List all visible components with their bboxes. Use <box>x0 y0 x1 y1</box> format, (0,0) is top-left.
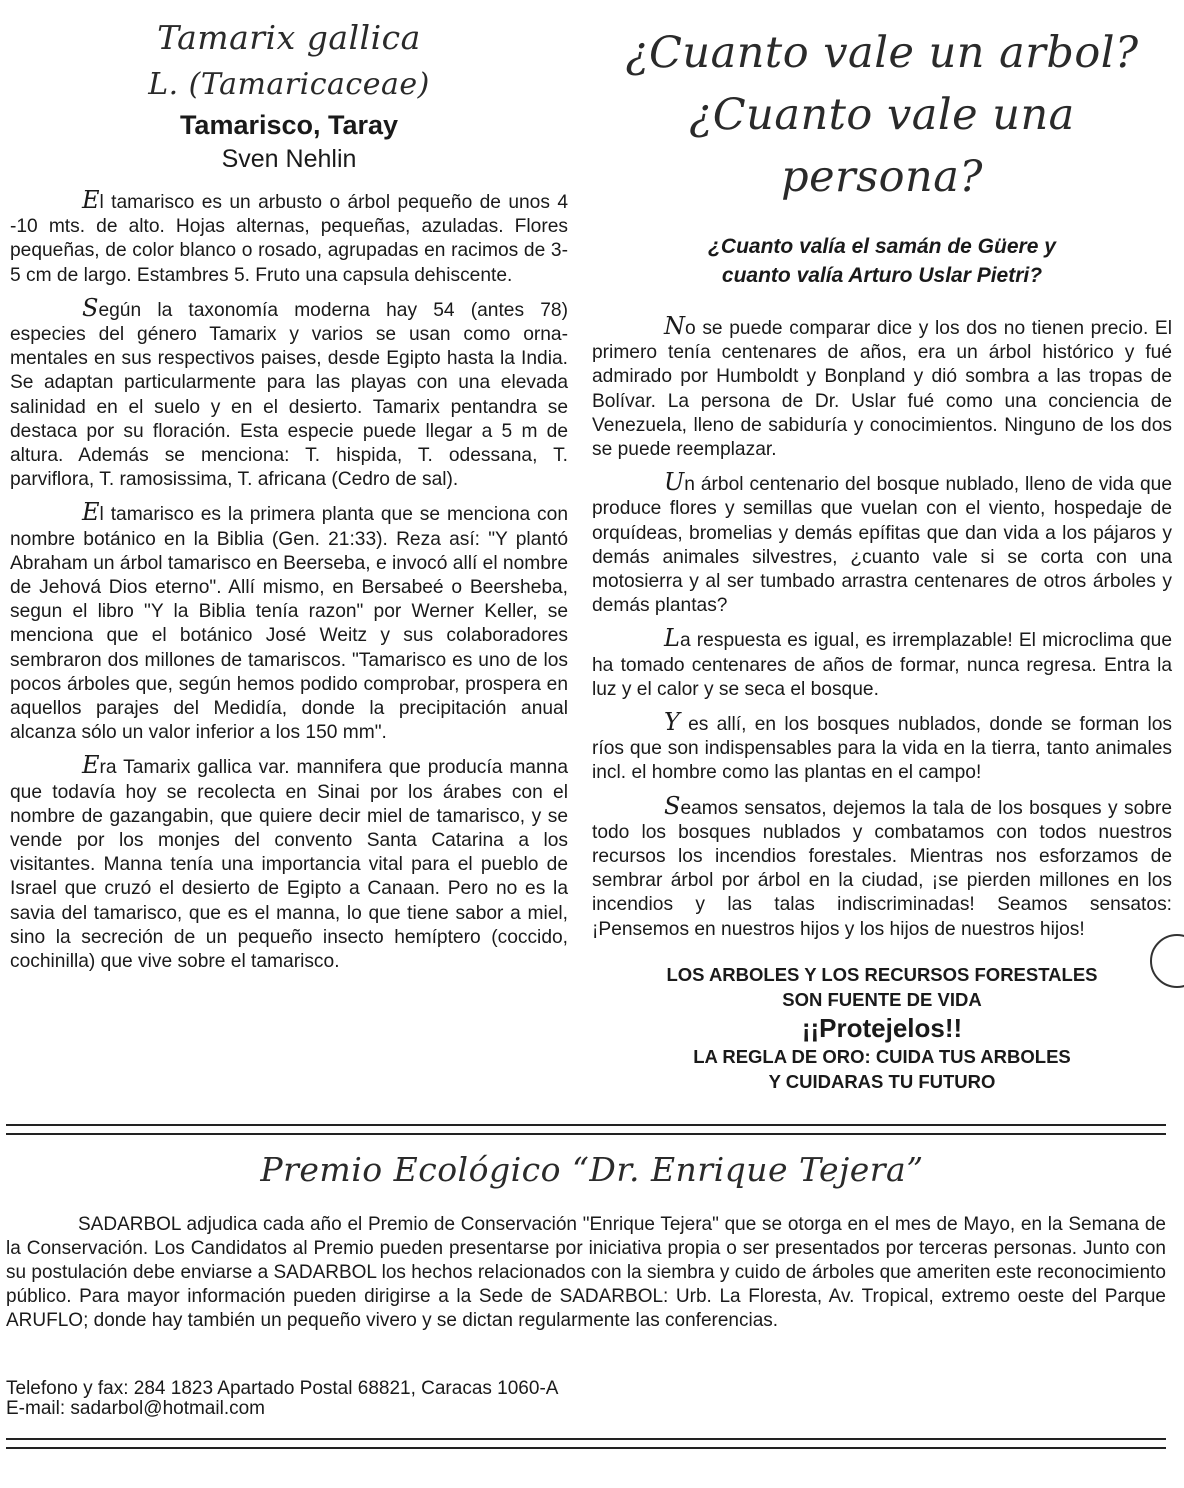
paragraph: No se puede comparar dice y los dos no tienen precio. El primero tenía centenares de años, era un árbol histórico y fué admirado por Humboldt y Bonpland y dió sombra a las tropas de Bolívar. La persona de Dr. Uslar fué como una conciencia de Venezuela, lleno de sabiduría y conocimientos. Ninguno de los dos se puede reemplazar. <box>592 312 1172 461</box>
paragraph: El tamarisco es la primera planta que se menciona con nombre botánico en la Biblia (Gen. 21:33). Reza así: "Y plantó Abraham un árbol tamarisco en Beerseba, e invocó allí el nombre de Jehová Dios eterno". Allí mismo, en Bersabeé o Beersheba, segun el libro "Y la Biblia tenía razon" por Werner Keller, se menciona que el botánico José Weitz y sus colaboradores sembraron dos millones de tamariscos. "Tamarisco es uno de los pocos árboles que, según hemos podido comprobar, prospera en aquellos parajes del Medidía, donde la precipitación anual alcanza sólo un valor inferior a los 150 mm". <box>10 498 568 744</box>
family-name: L. (Tamaricaceae) <box>148 67 430 102</box>
paragraph: Era Tamarix gallica var. mannifera que producía manna que todavía hoy se recolecta en Sinai por los árabes con el nombre de gazangabin, que quiere decir miel de tamarisco, y se vende por los monjes del convento Santa Catarina a los visitantes. Manna tenía una importancia vital para el pueblo de Israel que cruzó el desierto de Egipto a Canaan. Pero no es la savia del tamarisco, que es el manna, lo que tiene sabor a miel, sino la secreción de un pequeño insecto hemíptero (coccido, cochinilla) que vive sobre el tamarisco. <box>10 751 568 973</box>
paragraph: La respuesta es igual, es irremplazable! El microclima que ha tomado centenares de años de formar, nunca regresa. Entra la luz y el calor y se seca el bosque. <box>592 624 1172 700</box>
common-name: Tamarisco, Taray <box>179 110 399 140</box>
contact-email: E-mail: sadarbol@hotmail.com <box>6 1398 265 1419</box>
right-column <box>592 0 1172 1094</box>
motto-block: LOS ARBOLES Y LOS RECURSOS FORESTALES SON FUENTE DE VIDA ¡¡Protejelos!! LA REGLA DE ORO: CUIDA TUS ARBOLES Y CUIDARAS TU FUTURO <box>592 962 1172 1094</box>
paragraph: El tamarisco es un arbusto o árbol pequeño de unos 4 -10 mts. de alto. Hojas alternas, pequeñas, azuladas. Flores pequeñas, de color blanco o rosado, agrupadas en racimos de 3-5 cm de largo. Estambres 5. Fruto una capsula dehiscente. <box>10 186 568 286</box>
scientific-name: Tamarix gallica <box>157 18 421 57</box>
divider <box>6 1124 1166 1135</box>
contact-phone: Telefono y fax: 284 1823 Apartado Postal 68821, Caracas 1060-A <box>6 1378 559 1399</box>
left-column <box>10 0 568 982</box>
paragraph: SADARBOL adjudica cada año el Premio de Conservación "Enrique Tejera" que se otorga en el mes de Mayo, en la Semana de la Conservación. Los Candidatos al Premio pueden presentarse por iniciativa propia o ser presentados por terceras personas. Junto con su postulación debe enviarse a SADARBOL los hechos relacionados con la siembra y cuido de árboles que ameriten este reconocimiento público. Para mayor información pueden dirigirse a la Sede de SADARBOL: Urb. La Floresta, Av. Tropical, extremo oeste del Parque ARUFLO; donde hay también un pequeño vivero y se dictan regularmente las conferencias. <box>6 1214 1166 1331</box>
drop-initial: E <box>82 186 100 214</box>
article-title: ¿Cuanto vale un arbol? ¿Cuanto vale una persona? <box>625 28 1139 202</box>
species-header <box>10 14 568 176</box>
right-article-body <box>592 314 1172 942</box>
left-article-body <box>10 188 568 974</box>
drop-initial: U <box>664 468 685 497</box>
drop-initial: L <box>664 624 680 653</box>
drop-initial: S <box>664 791 681 820</box>
paragraph: Un árbol centenario del bosque nublado, lleno de vida que produce flores y semillas que vuelan con el viento, hospedaje de orquídeas, bromelias y demás epífitas que dan vida a los pájaros y demás animales silvestres, ¿cuanto vale si se corta con una motosierra y al ser tumbado arrastra centenares de otros árboles y demás plantas? <box>592 468 1172 617</box>
drop-initial: E <box>82 498 100 527</box>
article-subhead: ¿Cuanto valía el samán de Güere y cuanto valía Arturo Uslar Pietri? <box>708 235 1056 287</box>
paragraph: Según la taxonomía moderna hay 54 (antes 78) especies del género Tamarix y varios se usan como ornamentales en sus respectivos paises, desde Egipto hasta la India. Se adaptan particularmente para las playas con una elevada salinidad en el suelo y en el desierto. Tamarix pentandra se destaca por su floración. Esta especie puede llegar a 5 m de altura. Además se menciona: T. hispida, T. odessana, T. parviflora, T. ramosissima, T. africana (Cedro de sal). <box>10 293 568 491</box>
drop-initial: Y <box>664 708 680 737</box>
award-body <box>6 1213 1166 1333</box>
drop-initial: E <box>82 751 100 780</box>
motto-exclamation: ¡¡Protejelos!! <box>801 1012 963 1043</box>
paragraph: Y es allí, en los bosques nublados, donde se forman los ríos que son indispensables para la vida en la tierra, tanto animales incl. el hombre como las plantas en el campo! <box>592 708 1172 784</box>
author-name: Sven Nehlin <box>221 145 357 173</box>
paragraph: Seamos sensatos, dejemos la tala de los bosques y sobre todo los bosques nublados y combatamos con todos nuestros recursos los incendios forestales. Mientras nos esforzamos de sembrar árbol por árbol en la ciudad, ¡se pierden millones en los incendios y las talas indiscriminadas! Seamos sensatos: ¡Pensemos en nuestros hijos y los hijos de nuestros hijos! <box>592 791 1172 940</box>
drop-initial: S <box>82 293 99 322</box>
award-title: Premio Ecológico “Dr. Enrique Tejera” <box>260 1150 924 1189</box>
divider <box>6 1438 1166 1449</box>
drop-initial: N <box>664 312 685 340</box>
